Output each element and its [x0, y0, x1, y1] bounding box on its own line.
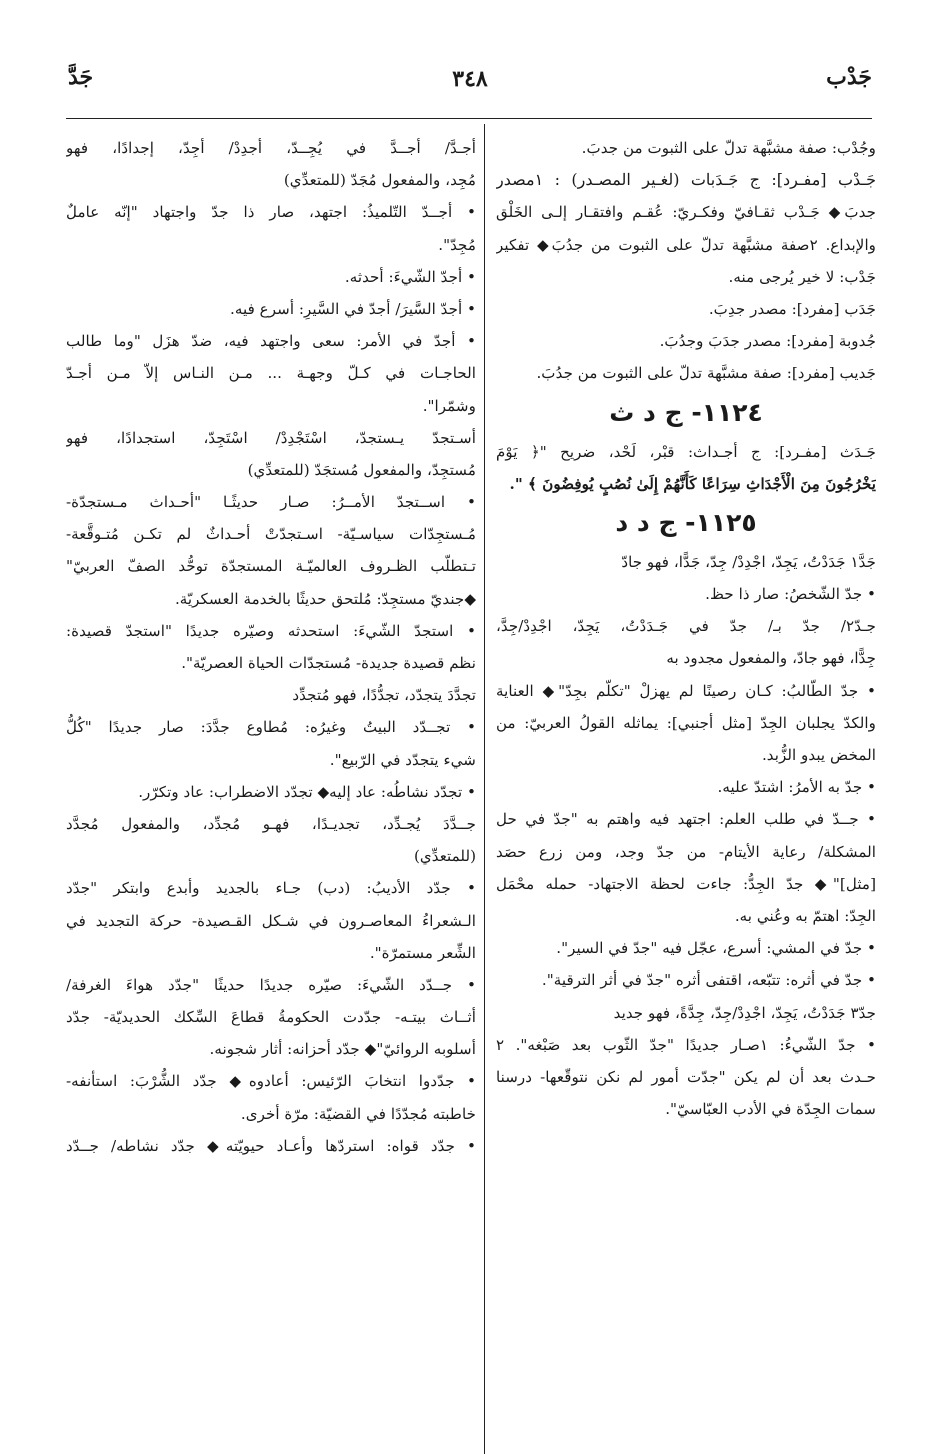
- entry-line: سمات الجِدّة في الأدب العبّاسيّ".: [665, 1100, 876, 1119]
- entry-line: جَدْب: لا خير يُرجى منه.: [728, 267, 876, 286]
- entry-line: والكدّ يجلبان الجِدّ [مثل أجنبي]: يماثله القولُ العربيّ: من: [496, 713, 876, 732]
- entry-line: • جدّ الشّخصُ: صار ذا حظ.: [705, 585, 876, 604]
- entry-line: جُدوبة [مفرد]: مصدر جدَبَ وجدُبَ.: [659, 332, 876, 351]
- entry-line: والإبداع. ٢صفة مشبَّهة تدلّ على الثبوت من جدُبَ◆ تفكير: [496, 235, 876, 254]
- entry-line: خاطبته مُجدّدًا في القضيّة: مرّة أخرى.: [240, 1104, 476, 1123]
- entry-line: • اســتجدّ الأمــرُ: صـار حديثًـا "أحـداث مـستجدّة-: [66, 493, 476, 512]
- entry-line: مُستجِدّ، والمفعول مُستجَدّ (للمتعدِّي): [247, 460, 476, 479]
- left-column: [66, 132, 476, 1432]
- entry-line: • تجــدّد البيتُ وغيرُه: مُطاوع جدَّدَ: صار جديدًا "كُلُّ: [66, 718, 476, 737]
- entry-line: جدّ٣ جَدَدْتُ، يَجِدّ، اجْدِدْ/جِدّ، جِدَّةً، فهو جديد: [613, 1003, 876, 1022]
- entry-line: حـدث بعد أن لم يكن "جدّت أمور لم نكن نتوقّعها- درسنا: [496, 1067, 876, 1086]
- entry-line: • جدّدوا انتخابَ الرّئيس: أعادوه◆ جدّد الشُّرْبَ: استأنفه-: [66, 1072, 476, 1091]
- entry-line: (للمتعدِّي): [413, 847, 476, 866]
- entry-line: نظم قصيدة جديدة- مُستجدّات الحياة العصريّة".: [181, 654, 476, 672]
- entry-line: الـشعراءُ المعاصـرون في شـكل القـصيدة- حركة التجديد في: [66, 911, 476, 930]
- entry-line: أسـتجدّ يـستجدّ، اسْتَجْدِدْ/ اسْتَجِدّ، استجدادًا، فهو: [66, 428, 476, 447]
- entry-line: جِدًّا، فهو جادّ، والمفعول مجدود به: [666, 649, 876, 668]
- entry-line: وشمّرا".: [422, 396, 476, 415]
- entry-line: وجُدْب: صفة مشبَّهة تدلّ على الثبوت من جدبَ.: [581, 139, 876, 157]
- running-header-left: جَدَّ: [68, 64, 94, 90]
- entry-line: جــدَّدَ يُجـدِّد، تجديـدًا، فهـو مُجدِّد، والمفعول مُجدَّد: [66, 814, 476, 833]
- entry-line: جدبَ◆ جَـدْب ثقـافيّ وفكـريّ: عُقـم وافتقـار إلـى الخَلْق: [496, 203, 876, 222]
- entry-line: • استجدّ الشّيءَ: استحدثه وصيّره جديدًا "استجدّ قصيدة:: [66, 621, 476, 640]
- entry-line: • جدّد الأديبُ: (دب) جـاء بالجديد وأبدع وابتكر "جدّد: [66, 879, 476, 898]
- entry-line: أسلوبه الروائيّ"◆ جدّد أحزانه: أثار شجونه.: [209, 1040, 476, 1059]
- entry-line: أجـدَّ/ أجــدَّ في يُجِــدّ، أجدِدْ/ أجِدّ، إجدادًا، فهو: [66, 139, 476, 157]
- entry-line: [مثل]"◆ جدّ الجِدُّ: جاءت لحظة الاجتهاد- حمله محْمَل: [496, 874, 876, 893]
- entry-line: المخض يبدو الزُّبد.: [761, 746, 876, 764]
- entry-line: • أجدّ في الأمر: سعى واجتهد فيه، ضدّ هزَل "وما طالب: [66, 332, 476, 351]
- section-heading-1125: ١١٢٥- ج د د: [615, 507, 757, 537]
- entry-line: • جدّد قواه: استردّها وأعـاد حيويّته◆ جدّد نشاطه/ جــدّد: [66, 1136, 476, 1155]
- entry-line: تـتطلّب الظـروف العالميّـة المستجدّة توحُّد الصفّ العربيّ": [66, 557, 476, 576]
- column-divider: [484, 124, 485, 1454]
- entry-line: • أجدّ السَّيرَ/ أجدّ في السَّيرِ: أسرع فيه.: [230, 299, 476, 318]
- page-number: ٣٤٨: [452, 66, 488, 92]
- entry-line: أثــاث بيتـه- جدّدت الحكومةُ قطاعَ السِّكك الحديديّة- جدّد: [66, 1008, 476, 1027]
- entry-line: جَديب [مفرد]: صفة مشبَّهة تدلّ على الثبوت من جدُبَ.: [536, 364, 876, 383]
- entry-line: • أجدّ الشّيءَ: أحدثه.: [344, 267, 476, 286]
- entry-line: الحاجـات في كـلّ وجهـة ... مـن النـاس إلاّ مـن أجـدّ: [66, 364, 476, 383]
- entry-line: الجِدّ: اهتمّ به وعُني به.: [734, 906, 876, 925]
- entry-line: مُجِد، والمفعول مُجَدّ (للمتعدِّي): [283, 171, 476, 190]
- entry-line: جَدَّ١ جَدَدْتُ، يَجِدّ، اجْدِدْ/ جِدّ، جَدًّا، فهو جادّ: [621, 552, 876, 571]
- entry-line: مُـستجِدّات سياسـيّة- اسـتجدّتْ أحـداثٌ لم تكـن مُتـوقَّعة-: [66, 525, 476, 544]
- entry-line: • تجدّد نشاطُه: عاد إليه◆ تجدّد الاضطراب: عاد وتكرّر.: [138, 782, 476, 801]
- entry-line: • جدّ الشّيءُ: ١صـار جديدًا "جدّ الثّوب بعد صَبْغه". ٢: [496, 1035, 876, 1054]
- entry-line: المشكلة/ رعاية الأيتام- من جدّ وجد، ومن زرع حصَد: [496, 842, 876, 861]
- entry-line: مُجِدّ".: [438, 235, 476, 254]
- entry-line: جَـدَث [مفـرد]: ج أجـداث: قبْر، لَحْد، ضريح "﴿ يَوْمَ: [496, 442, 876, 461]
- entry-line: جَدَب [مفرد]: مصدر جدِبَ.: [708, 299, 876, 318]
- entry-line: • جــدّد الشّيءَ: صيّره جديدًا حديثًا "جدّد هواءَ الغرفة/: [66, 975, 476, 994]
- header-rule: [66, 118, 872, 119]
- entry-line: • جدّ في المشي: أسرع، عجّل فيه "جدّ في السير".: [556, 939, 876, 958]
- entry-line: • جدّ الطّالبُ: كـان رصينًا لم يهزلْ "تكلّم بجِدّ"◆ العناية: [496, 681, 876, 700]
- entry-line: جَـدْب [مفـرد]: ج جَـدَبات (لغـير المصـدر) : ١مصدر: [496, 170, 876, 190]
- entry-line: • أجــدّ التّلميذُ: اجتهد، صار ذا جدّ واجتهاد "إنّه عاملٌ: [66, 203, 476, 222]
- right-column: [496, 132, 876, 1432]
- running-header-right: جَدْب: [826, 64, 872, 90]
- entry-line: جـدّ٢/ جدّ بـ/ جدّ في جَـدَدْتُ، يَجِدّ، اجْدِدْ/جِدَّ،: [496, 617, 876, 636]
- entry-line: ◆جنديّ مستجِدّ: مُلتحق حديثًا بالخدمة العسكريّة.: [174, 589, 476, 608]
- entry-line: • جــدّ في طلب العلم: اجتهد فيه واهتم به "جدّ في حل: [496, 810, 876, 829]
- entry-line: • جدّ به الأمرُ: اشتدّ عليه.: [717, 778, 876, 797]
- section-heading-1124: ١١٢٤- ج د ث: [609, 397, 763, 427]
- entry-line: • جدّ في أثره: تتبّعه، اقتفى أثره "جدّ في أثر الترقية".: [541, 971, 876, 990]
- quran-verse-line: يَخْرُجُونَ مِنَ الْأَجْدَاثِ سِرَاعًا كَأَنَّهُمْ إِلَىٰ نُصُبٍ يُوفِضُونَ ﴾ ".: [509, 474, 876, 493]
- entry-line: تجدَّدَ يتجدّد، تجدُّدًا، فهو مُتجدِّد: [292, 686, 476, 705]
- entry-line: الشِّعر مستمرّة".: [369, 943, 476, 962]
- entry-line: شيء يتجدّد في الرّبيع".: [329, 750, 476, 769]
